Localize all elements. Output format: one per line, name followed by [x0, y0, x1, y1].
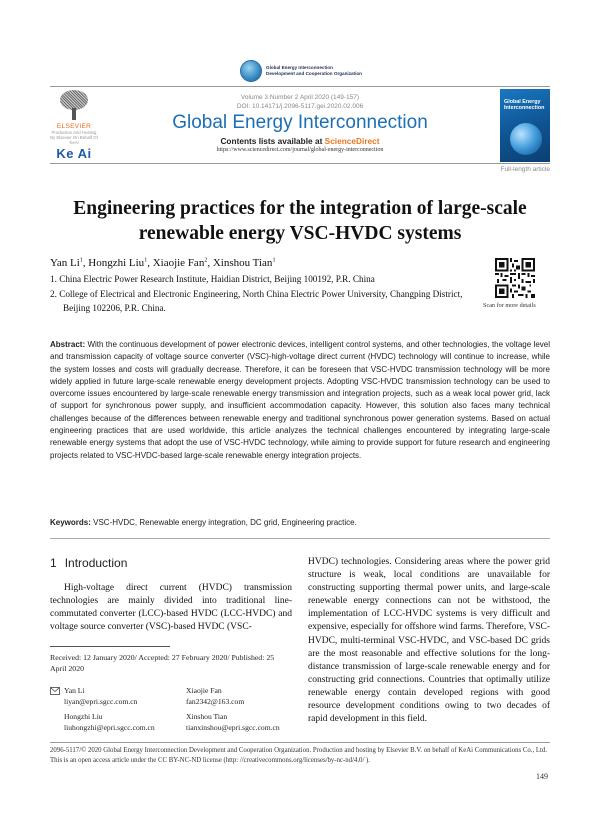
paper-title — [50, 196, 550, 246]
contact-name: Xinshou Tian — [186, 712, 228, 721]
section-title: Introduction — [64, 556, 128, 570]
author-affil-mark: 1 — [144, 257, 148, 264]
qr-code-icon[interactable] — [495, 258, 535, 298]
section-heading — [50, 556, 127, 570]
volume-info: Volume 3 Number 2 April 2020 (149-157) — [240, 94, 360, 101]
header-top-divider — [50, 86, 550, 87]
paper-title-line1: Engineering practices for the integration of large-scale — [73, 198, 527, 219]
mail-icon — [50, 687, 60, 695]
elsevier-logo — [50, 90, 98, 162]
gei-organization-logo — [240, 60, 380, 82]
author-affil-mark: 1 — [272, 257, 276, 264]
author-name: Xiaojie Fan — [152, 257, 205, 269]
journal-cover-image — [500, 89, 550, 162]
cover-title: Global Energy Interconnection — [504, 99, 545, 112]
elsevier-wordmark: ELSEVIER — [56, 123, 92, 130]
contact-email[interactable]: fan2342@163.com — [186, 696, 245, 706]
doi[interactable]: DOI: 10.14171/j.2096-5117.gei.2020.02.006 — [236, 103, 364, 110]
contact-name: Xiaojie Fan — [186, 686, 222, 695]
keywords — [50, 518, 550, 527]
qr-caption: Scan for more details — [483, 302, 536, 309]
contact-email[interactable]: tianxinshou@epri.sgcc.com.cn — [186, 722, 280, 732]
contact-email[interactable]: liyan@epri.sgcc.com.cn — [64, 696, 138, 706]
copyright-notice: 2096-5117/© 2020 Global Energy Interconnection Development and Cooperation Organization. Production and hosting by Elsevier B.V. on behalf of KeAi Communications Co., Ltd. This is an open access article under the CC BY-NC-ND license (http: //creativecommons.org/licenses/by-nc-nd/4.0/ ). — [50, 747, 548, 764]
contents-prefix: Contents lists available at — [220, 136, 325, 146]
header-bottom-divider — [50, 163, 550, 164]
author-affil-mark: 2 — [204, 257, 208, 264]
author-list: Yan Li$^1$, Hongzhi Liu$^1$, Xiaojie Fan$^2$, Xinshou Tian$^1$ — [50, 257, 276, 269]
contents-available-line — [150, 136, 450, 146]
affiliation: 1. China Electric Power Research Institute, Haidian District, Beijing 100192, P.R. China — [50, 274, 375, 284]
cover-globe-icon — [510, 123, 542, 155]
section-number: 1 — [50, 556, 57, 570]
keai-logo: Ke Ai — [56, 146, 92, 161]
article-type-label: Full-length article — [500, 166, 550, 173]
body-paragraph-right: HVDC) technologies. Considering areas where the power grid structure is weak, local conditions are unavailable for constructing supporting thermal power units, and large-scale renewable energy connections can not be withstood, the implementation of LCC-HVDC systems is very difficult and expensive, especially for offshore wind farms. Therefore, VSC-HVDC, multi-terminal VSC-HVDC, and VSC-based DC grids are the most reasonable and effective solutions for the long-distance transmission of large-scale renewable energy and for constructing grid connections. Countries that optimally utilize renewable energy contain developed regions with good resource development conditions owing to two decades of rapid development in this field. — [308, 557, 550, 725]
journal-header — [150, 93, 450, 153]
author-name: Hongzhi Liu — [88, 257, 145, 269]
affiliation-list — [50, 272, 480, 316]
sciencedirect-link[interactable]: ScienceDirect — [324, 136, 380, 146]
contact-entry — [186, 712, 280, 734]
author-name: Xinshou Tian — [212, 257, 273, 269]
journal-url[interactable]: https://www.sciencedirect.com/journal/global-energy-interconnection — [216, 147, 384, 153]
body-paragraph-left: High-voltage direct current (HVDC) transmission technologies are mainly divided into traditional line-commutated converter (LCC)-based HVDC (LCC-HVDC) and voltage source converter (VSC)-based HVDC (VSC- — [50, 583, 292, 632]
contact-entry — [64, 686, 137, 708]
abstract-label: Abstract: — [50, 340, 86, 349]
globe-icon — [240, 60, 262, 82]
footer-divider — [50, 742, 550, 743]
paper-title-line2: renewable energy VSC-HVDC systems — [138, 223, 462, 244]
gei-logo-line2: Development and Cooperation Organization — [266, 71, 362, 76]
contact-entry — [186, 686, 244, 708]
journal-title: Global Energy Interconnection — [172, 112, 428, 133]
abstract-divider — [50, 538, 550, 539]
footnote-divider — [50, 646, 170, 647]
author-affil-mark: 1 — [79, 257, 83, 264]
keywords-label: Keywords: — [50, 518, 91, 527]
abstract — [50, 339, 550, 462]
abstract-text: With the continuous development of power electronic devices, intelligent control systems, and other technologies, the voltage level and transmission capacity of voltage source converter (VSC)-high-voltage direct current (HVDC) technology will continue to increase, while the system losses and costs will gradually decrease. Therefore, it can be foreseen that VSC-HVDC transmission technology will be more widely applied in future large-scale renewable energy development projects. Adopting VSC-HVDC transmission technology can be used to overcome issues encountered by large-scale renewable energy transmission and integration projects, such as a weak local power grid, lack of support for synchronous power supply, and insufficient accommodation capacity. However, this solution also faces many technical challenges because of the differences between renewable energy and traditional synchronous power generation systems. Based on actual engineering practices that are used worldwide, this article analyzes the technical challenges encountered by integrating large-scale renewable energy systems that adopt the use of VSC-HVDC technology, while aiming to provide support for future research and engineering projects related to VSC-HVDC-based large-scale renewable energy integration projects. — [50, 340, 550, 460]
gei-logo-line1: Global Energy Interconnection — [266, 65, 333, 70]
contact-name: Yan Li — [64, 686, 85, 695]
elsevier-hosting-note: Production And Hosting By Elsevier On Behalf Of KeAi — [50, 130, 98, 145]
author-name: Yan Li — [50, 257, 80, 269]
contact-email[interactable]: liuhongzhi@epri.sgcc.com.cn — [64, 722, 155, 732]
contact-entry — [64, 712, 155, 734]
affiliation: 2. College of Electrical and Electronic Engineering, North China Electric Power University, Changping District, Beijing 102206, P.R. China. — [50, 288, 463, 313]
contact-name: Hongzhi Liu — [64, 712, 103, 721]
received-dates: Received: 12 January 2020/ Accepted: 27 February 2020/ Published: 25 April 2020 — [50, 653, 275, 673]
page-number: 149 — [536, 772, 548, 781]
keywords-text: VSC-HVDC, Renewable energy integration, DC grid, Engineering practice. — [90, 518, 357, 527]
elsevier-tree-icon — [52, 90, 96, 122]
